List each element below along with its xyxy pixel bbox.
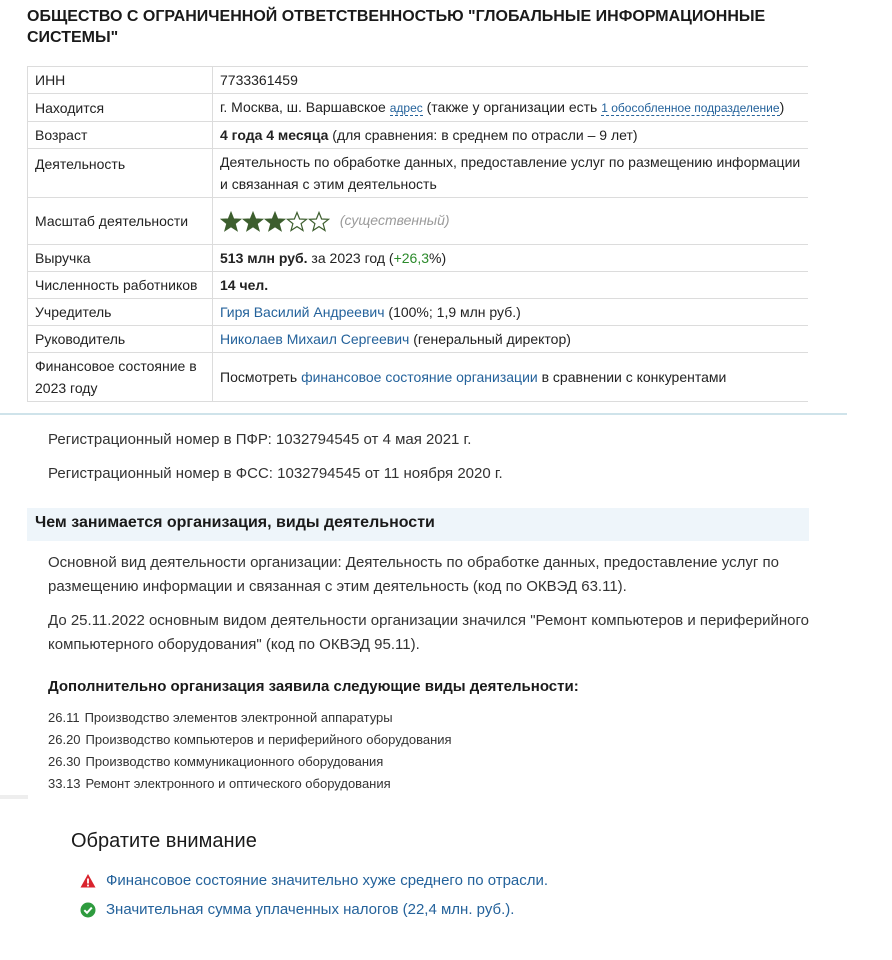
inn-label: ИНН bbox=[28, 67, 213, 94]
finance-link[interactable]: финансовое состояние организации bbox=[301, 369, 538, 385]
table-row bbox=[28, 353, 809, 402]
branch-link[interactable]: 1 обособленное подразделение bbox=[601, 101, 780, 115]
warning-icon bbox=[80, 873, 96, 889]
list-item: 26.30 Производство коммуникационного оборудования bbox=[48, 754, 384, 769]
attention-title: Обратите внимание bbox=[71, 830, 257, 852]
activity-label: Деятельность bbox=[28, 149, 213, 198]
table-row bbox=[28, 94, 809, 122]
table-row bbox=[28, 122, 809, 149]
founder-value: Гиря Василий Андреевич (100%; 1,9 млн руб.) bbox=[213, 299, 809, 326]
company-info-table bbox=[27, 66, 808, 402]
founder-label: Учредитель bbox=[28, 299, 213, 326]
financial-state-link[interactable]: Финансовое состояние значительно хуже среднего по отрасли. bbox=[106, 872, 549, 889]
table-row bbox=[28, 272, 809, 299]
scale-note: (существенный) bbox=[339, 212, 450, 229]
list-item: 33.13 Ремонт электронного и оптического оборудования bbox=[48, 776, 391, 791]
table-row bbox=[28, 198, 809, 245]
star-empty-icon bbox=[286, 211, 308, 233]
table-row bbox=[28, 67, 809, 94]
revenue-growth: +26,3 bbox=[393, 250, 430, 266]
scale-value bbox=[213, 198, 809, 245]
pfr-registration: Регистрационный номер в ПФР: 1032794545 от 4 мая 2021 г. bbox=[48, 431, 472, 448]
table-row bbox=[28, 245, 809, 272]
star-filled-icon bbox=[264, 211, 286, 233]
scale-label: Масштаб деятельности bbox=[28, 198, 213, 245]
address-link[interactable]: адрес bbox=[389, 101, 423, 115]
previous-activity-text: До 25.11.2022 основным видом деятельности организации значился "Ремонт компьютеров и периферийного компьютерного оборудования" (код по ОКВЭД 95.11). bbox=[48, 612, 809, 653]
finance-value: Посмотреть финансовое состояние организации в сравнении с конкурентами bbox=[213, 353, 809, 402]
notice-financial bbox=[80, 872, 548, 889]
age-label: Возраст bbox=[28, 122, 213, 149]
list-item: 26.20 Производство компьютеров и периферийного оборудования bbox=[48, 732, 452, 747]
age-value: 4 года 4 месяца (для сравнения: в среднем по отрасли – 9 лет) bbox=[213, 122, 809, 149]
star-empty-icon bbox=[308, 211, 330, 233]
main-activity-text: Основной вид деятельности организации: Деятельность по обработке данных, предоставление услуг по размещению информации и связанная с этим деятельность (код по ОКВЭД 63.11). bbox=[48, 554, 779, 595]
inn-value: 7733361459 bbox=[213, 67, 809, 94]
section-divider bbox=[0, 413, 847, 415]
location-label: Находится bbox=[28, 94, 213, 122]
revenue-value: 513 млн руб. за 2023 год (+26,3%) bbox=[213, 245, 809, 272]
founder-link[interactable]: Гиря Василий Андреевич bbox=[220, 304, 385, 320]
table-row bbox=[28, 149, 809, 198]
location-value: г. Москва, ш. Варшавское адрес (также у организации есть 1 обособленное подразделение) bbox=[213, 94, 809, 122]
employees-value: 14 чел. bbox=[213, 272, 809, 299]
list-item: 26.11 Производство элементов электронной аппаратуры bbox=[48, 710, 393, 725]
star-filled-icon bbox=[242, 211, 264, 233]
taxes-link[interactable]: Значительная сумма уплаченных налогов (22,4 млн. руб.). bbox=[106, 901, 515, 918]
star-filled-icon bbox=[220, 211, 242, 233]
additional-activities-heading: Дополнительно организация заявила следующие виды деятельности: bbox=[48, 678, 579, 695]
director-link[interactable]: Николаев Михаил Сергеевич bbox=[220, 331, 410, 347]
director-label: Руководитель bbox=[28, 326, 213, 353]
side-scroll-marker bbox=[0, 795, 28, 799]
additional-activities-list bbox=[48, 707, 452, 795]
table-row bbox=[28, 326, 809, 353]
check-circle-icon bbox=[80, 902, 96, 918]
revenue-label: Выручка bbox=[28, 245, 213, 272]
activity-value: Деятельность по обработке данных, предоставление услуг по размещению информации и связанная с этим деятельность bbox=[213, 149, 809, 198]
notice-taxes bbox=[80, 901, 514, 918]
activities-heading: Чем занимается организация, виды деятельности bbox=[27, 508, 809, 541]
fss-registration: Регистрационный номер в ФСС: 1032794545 от 11 ноября 2020 г. bbox=[48, 465, 503, 482]
table-row bbox=[28, 299, 809, 326]
director-value: Николаев Михаил Сергеевич (генеральный директор) bbox=[213, 326, 809, 353]
company-title: ОБЩЕСТВО С ОГРАНИЧЕННОЙ ОТВЕТСТВЕННОСТЬЮ "ГЛОБАЛЬНЫЕ ИНФОРМАЦИОННЫЕ СИСТЕМЫ" bbox=[27, 8, 766, 46]
employees-label: Численность работников bbox=[28, 272, 213, 299]
finance-label: Финансовое состояние в 2023 году bbox=[28, 353, 213, 402]
rating-stars bbox=[220, 211, 330, 233]
